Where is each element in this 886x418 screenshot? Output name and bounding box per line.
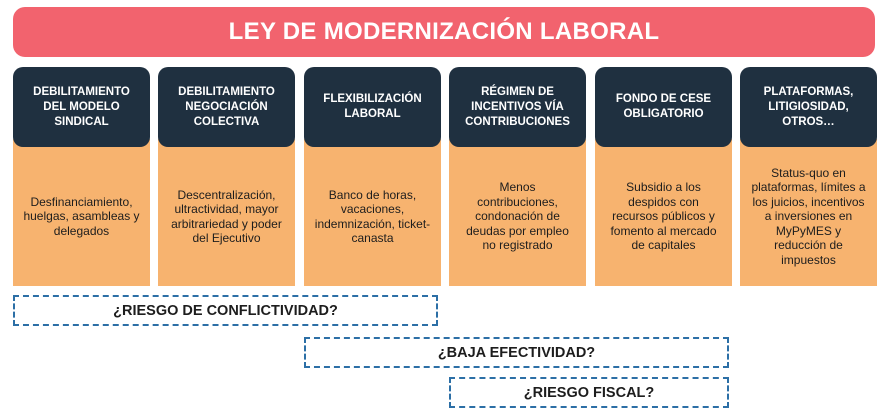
column-header-text: DEBILITAMIENTO DEL MODELO SINDICAL <box>33 85 130 128</box>
column-header-text: RÉGIMEN DE INCENTIVOS VÍA CONTRIBUCIONES <box>465 85 570 128</box>
column-header-text: FONDO DE CESE OBLIGATORIO <box>615 93 712 120</box>
column-sindical <box>13 67 150 286</box>
column-header <box>304 67 441 147</box>
column-header-text: PLATAFORMAS, LITIGIOSIDAD, OTROS… <box>763 85 854 128</box>
column-header <box>158 67 295 147</box>
column-body-text: Banco de horas, vacaciones, indemnización, ticket-canasta <box>314 187 431 245</box>
column-header <box>449 67 586 147</box>
column-flexibilizacion <box>304 67 441 286</box>
column-body-text: Subsidio a los despidos con recursos públicos y fomento al mercado de capitales <box>610 180 717 253</box>
column-body-text: Desfinanciamiento, huelgas, asambleas y delegados <box>23 194 140 238</box>
column-body-text: Descentralización, ultractividad, mayor arbitrariedad y poder del Ejecutivo <box>171 187 282 245</box>
column-body <box>304 139 441 286</box>
column-header <box>740 67 877 147</box>
column-fondo-cese <box>595 67 732 286</box>
title-banner: LEY DE MODERNIZACIÓN LABORAL <box>13 7 875 57</box>
column-header <box>595 67 732 147</box>
column-body <box>13 139 150 286</box>
column-negociacion <box>158 67 295 286</box>
risk-conflictividad: ¿RIESGO DE CONFLICTIVIDAD? <box>13 295 438 326</box>
column-body <box>595 139 732 286</box>
column-body-text: Status-quo en plataformas, límites a los juicios, incentivos a inversiones en MyPyMES y reducción de impuestos <box>751 165 866 267</box>
column-body-text: Menos contribuciones, condonación de deudas por empleo no registrado <box>466 180 569 253</box>
column-header-text: FLEXIBILIZACIÓN LABORAL <box>323 93 422 120</box>
risk-baja-efectividad: ¿BAJA EFECTIVIDAD? <box>304 337 729 368</box>
risk-fiscal: ¿RIESGO FISCAL? <box>449 377 729 408</box>
column-body <box>740 139 877 286</box>
column-incentivos <box>449 67 586 286</box>
column-body <box>158 139 295 286</box>
column-header-text: DEBILITAMIENTO NEGOCIACIÓN COLECTIVA <box>178 85 275 128</box>
column-body <box>449 139 586 286</box>
column-plataformas <box>740 67 877 286</box>
column-header <box>13 67 150 147</box>
